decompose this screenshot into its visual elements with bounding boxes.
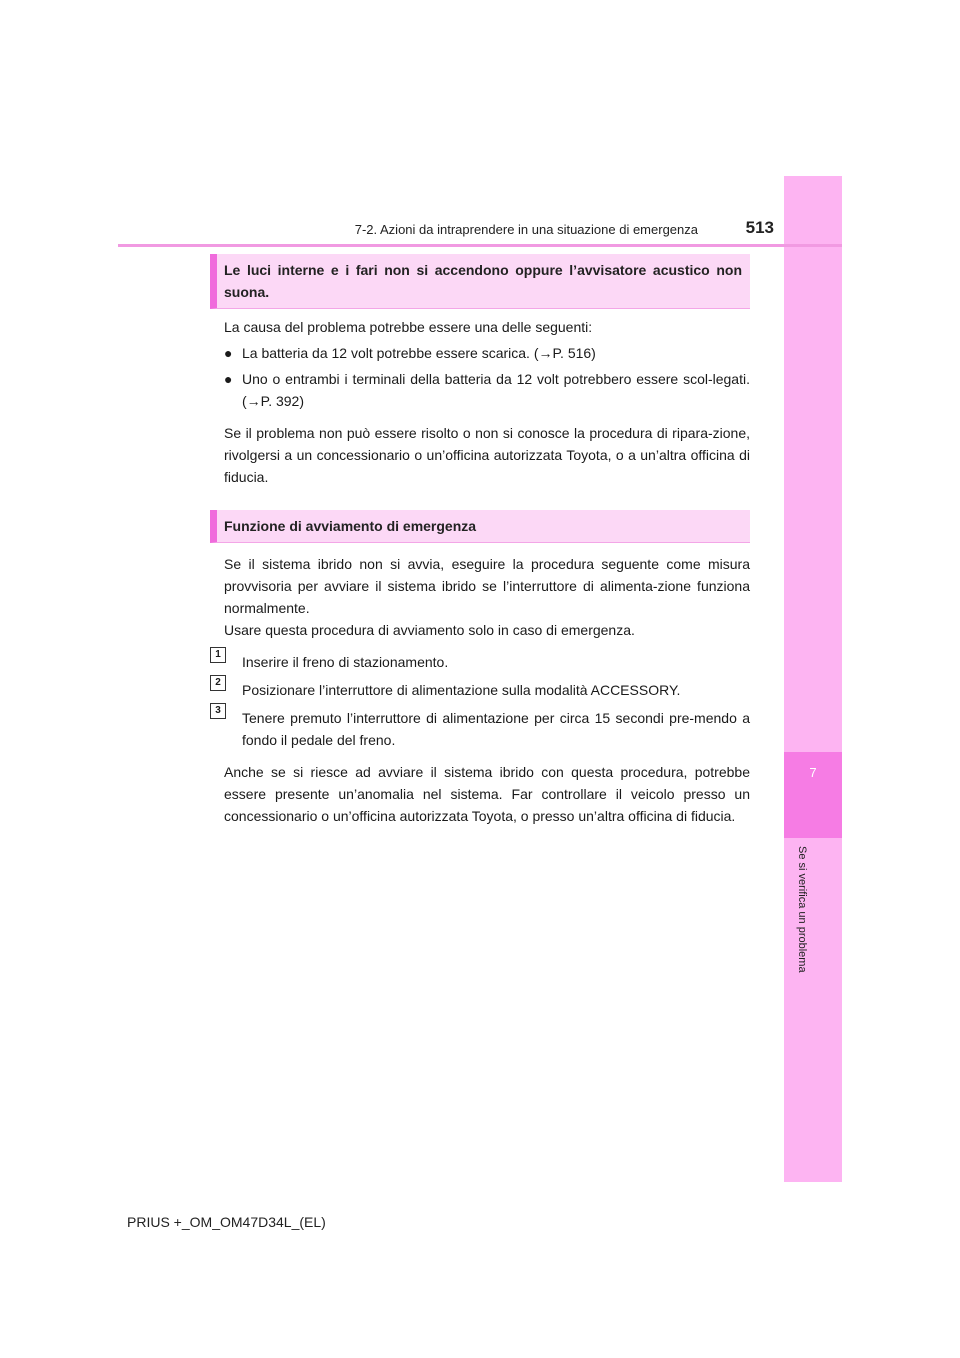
chapter-number: 7 — [809, 765, 817, 780]
page-number: 513 — [745, 218, 774, 237]
header-rule — [118, 244, 842, 247]
step-item — [215, 677, 750, 701]
emergency-intro: Se il sistema ibrido non si avvia, eseguire la procedura seguente come misura provvisoria per avviare il sistema ibrido se l’interruttore di alimenta-zione funziona normalmente. — [224, 556, 750, 616]
step-text: Tenere premuto l’interruttore di alimentazione per circa 15 secondi pre-mendo a fondo il pedale del freno. — [242, 710, 750, 748]
section-heading-lights: Le luci interne e i fari non si accendono oppure l’avvisatore acustico non suona. — [210, 254, 750, 309]
emergency-intro-2: Usare questa procedura di avviamento solo in caso di emergenza. — [224, 622, 635, 638]
step-item — [215, 649, 750, 673]
section-heading-emergency: Funzione di avviamento di emergenza — [210, 510, 750, 543]
emergency-conclusion: Anche se si riesce ad avviare il sistema ibrido con questa procedura, potrebbe essere presente un’anomalia nel sistema. Far controllare il veicolo presso un concessionario o un’officina autorizzata Toyota, o presso un’altra officina di fiducia. — [224, 764, 750, 824]
step-text: Inserire il freno di stazionamento. — [242, 654, 449, 670]
bullet-text: La batteria da 12 volt potrebbe essere scarica. (→P. 516) — [242, 345, 596, 361]
lights-intro: La causa del problema potrebbe essere una delle seguenti: — [224, 319, 593, 335]
chapter-side-tab — [784, 176, 842, 1182]
running-header-title: 7-2. Azioni da intraprendere in una situazione di emergenza — [354, 222, 698, 237]
step-item — [215, 705, 750, 751]
list-item — [224, 342, 750, 364]
bullet-icon: ● — [224, 345, 233, 361]
bullet-icon: ● — [224, 371, 233, 387]
bullet-text: Uno o entrambi i terminali della batteria da 12 volt potrebbero essere scol-legati. (→P. 392) — [242, 371, 750, 409]
page-content — [210, 254, 750, 827]
step-number-badge: 2 — [210, 675, 226, 691]
lights-conclusion: Se il problema non può essere risolto o non si conosce la procedura di ripara-zione, rivolgersi a un concessionario o un’officina autorizzata Toyota, o a un’altra officina di fiducia. — [224, 425, 750, 485]
step-text: Posizionare l’interruttore di alimentazione sulla modalità ACCESSORY. — [242, 682, 681, 698]
step-number-badge: 1 — [210, 647, 226, 663]
document-code: PRIUS +_OM_OM47D34L_(EL) — [127, 1214, 326, 1230]
step-number-badge: 3 — [210, 703, 226, 719]
list-item — [224, 368, 750, 412]
chapter-title: Se si verifica un problema — [796, 846, 808, 973]
